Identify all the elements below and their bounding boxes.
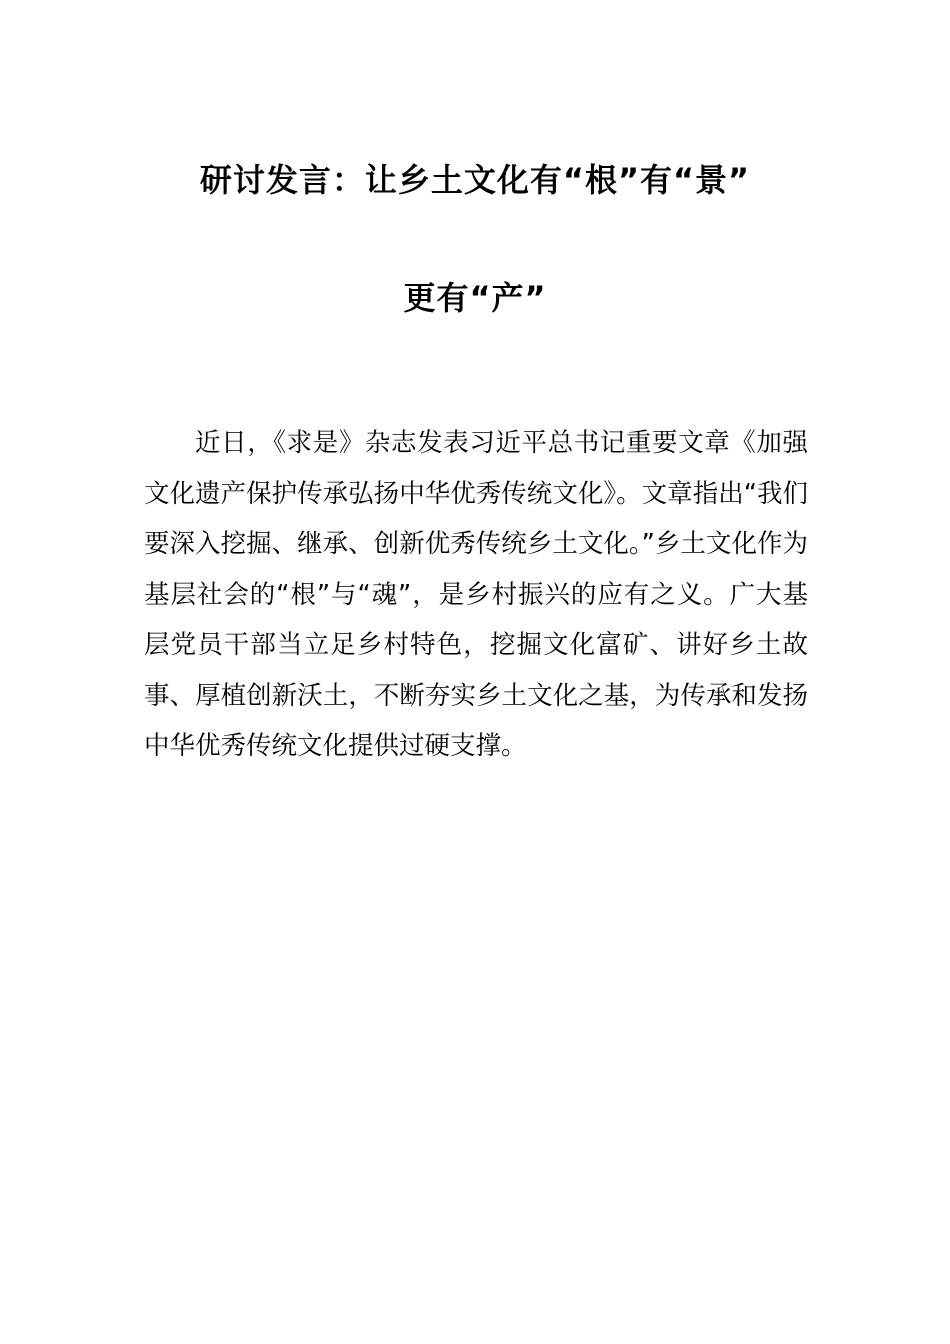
document-title-line-2: 更有“产” bbox=[403, 279, 547, 317]
body-paragraph: 近日，《求是》杂志发表习近平总书记重要文章《加强文化遗产保护传承弘扬中华优秀传统文化》。文章指出“我们要深入挖掘、继承、创新优秀传统乡土文化。”乡土文化作为基层社会的“根”与“魂”，是乡村振兴的应有之义。广大基层党员干部当立足乡村特色，挖掘文化富矿、讲好乡土故事、厚植创新沃土，不断夯实乡土文化之基，为传承和发扬中华优秀传统文化提供过硬支撑。 bbox=[144, 428, 808, 761]
document-title-line-1: 研讨发言：让乡土文化有“根”有“景” bbox=[199, 161, 751, 199]
